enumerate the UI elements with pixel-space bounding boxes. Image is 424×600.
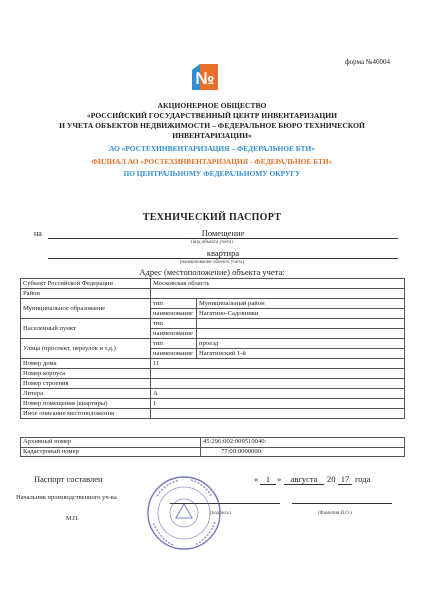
name-label: наименование: [151, 349, 197, 359]
letter-label: Литера: [21, 389, 151, 399]
table-row: [21, 339, 405, 349]
subject-value: Московская область: [151, 279, 405, 289]
table-row: [21, 389, 405, 399]
archive-value: 45:296:002:000510040:: [201, 438, 405, 448]
name-label: наименование: [151, 329, 197, 339]
date-year-prefix: 20: [327, 474, 336, 484]
cadastral-label: Кадастровый номер: [21, 447, 201, 457]
logo-glyph: №: [195, 69, 215, 88]
chief-label: Начальник производственного уч-ка: [16, 494, 117, 501]
municipal-name: Нагатино-Садовники: [197, 309, 405, 319]
table-row: [21, 399, 405, 409]
object-name: квартира: [48, 248, 398, 259]
name-line: [292, 497, 392, 504]
house-label: Номер дома: [21, 359, 151, 369]
cadastral-value: 77:00:0000000:: [201, 447, 405, 457]
table-row: [21, 289, 405, 299]
company-name: АО «РОСТЕХИНВЕНТАРИЗАЦИЯ – ФЕДЕРАЛЬНОЕ БТИ»: [109, 144, 315, 153]
other-value: [151, 409, 405, 419]
table-row: [21, 299, 405, 309]
table-row: [21, 447, 405, 457]
table-row: [21, 359, 405, 369]
municipal-type: Муниципальный район: [197, 299, 405, 309]
seal-stamp-icon: [145, 474, 223, 552]
date-year-suffix: 17: [338, 474, 352, 485]
compiled-label: Паспорт составлен: [34, 474, 103, 484]
settlement-type: [197, 319, 405, 329]
street-name: Нагатинский 1-й: [197, 349, 405, 359]
table-row: [21, 279, 405, 289]
building-label: Номер корпуса: [21, 369, 151, 379]
date-quote-open: «: [254, 474, 259, 484]
district-label: Район: [21, 289, 151, 299]
archive-label: Архивный номер: [21, 438, 201, 448]
org-line-3: И УЧЕТА ОБЪЕКТОВ НЕДВИЖИМОСТИ – ФЕДЕРАЛЬНОЕ БЮРО ТЕХНИЧЕСКОЙ: [59, 121, 365, 130]
table-row: [21, 369, 405, 379]
branch-line-1: ФИЛИАЛ АО «РОСТЕХИНВЕНТАРИЗАЦИЯ - ФЕДЕРАЛЬНОЕ БТИ»: [91, 157, 333, 166]
signature-caption: (подпись): [210, 511, 231, 516]
org-line-2: «РОССИЙСКИЙ ГОСУДАРСТВЕННЫЙ ЦЕНТР ИНВЕНТАРИЗАЦИИ: [86, 111, 338, 120]
form-number: форма №46004: [345, 58, 390, 66]
street-label: Улица (проспект, переулок и т.д.): [21, 339, 151, 359]
org-line-1: АКЦИОНЕРНОЕ ОБЩЕСТВО: [157, 101, 267, 110]
settlement-label: Населенный пункт: [21, 319, 151, 339]
address-table: [20, 278, 405, 419]
date-quote-close: »: [277, 474, 282, 484]
org-line-4: ИНВЕНТАРИЗАЦИИ»: [172, 131, 252, 140]
stamp-place: М.П.: [66, 516, 79, 522]
object-type-caption: (вид объекта учета): [191, 240, 233, 245]
object-name-caption: (наименование объекта учета): [179, 260, 245, 265]
structure-label: Номер строения: [21, 379, 151, 389]
district-value: [151, 289, 405, 299]
date-year-word: года: [355, 474, 371, 484]
table-row: [21, 409, 405, 419]
passport-title: ТЕХНИЧЕСКИЙ ПАСПОРТ: [142, 212, 282, 223]
table-row: [21, 438, 405, 448]
municipal-label: Муниципальное образование: [21, 299, 151, 319]
subject-label: Субъект Российской Федерации: [21, 279, 151, 289]
on-label: на: [34, 229, 42, 238]
address-heading: Адрес (местоположение) объекта учета:: [139, 267, 285, 277]
table-row: [21, 319, 405, 329]
settlement-name: [197, 329, 405, 339]
type-label: тип: [151, 319, 197, 329]
structure-value: [151, 379, 405, 389]
type-label: тип: [151, 299, 197, 309]
bti-logo-icon: [190, 62, 220, 92]
other-label: Иное описание местоположения: [21, 409, 151, 419]
date-day: 1: [260, 474, 276, 485]
date-month: августа: [284, 474, 324, 485]
branch-line-2: ПО ЦЕНТРАЛЬНОМУ ФЕДЕРАЛЬНОМУ ОКРУГУ: [123, 169, 301, 178]
street-type: проезд: [197, 339, 405, 349]
object-type: Помещение: [48, 228, 398, 239]
building-value: [151, 369, 405, 379]
table-row: [21, 379, 405, 389]
room-value: 1: [151, 399, 405, 409]
name-caption: (Фамилия И.О.): [318, 511, 352, 516]
letter-value: А: [151, 389, 405, 399]
room-label: Номер помещения (квартиры): [21, 399, 151, 409]
type-label: тип: [151, 339, 197, 349]
house-value: 11: [151, 359, 405, 369]
numbers-table: [20, 437, 405, 457]
name-label: наименование: [151, 309, 197, 319]
